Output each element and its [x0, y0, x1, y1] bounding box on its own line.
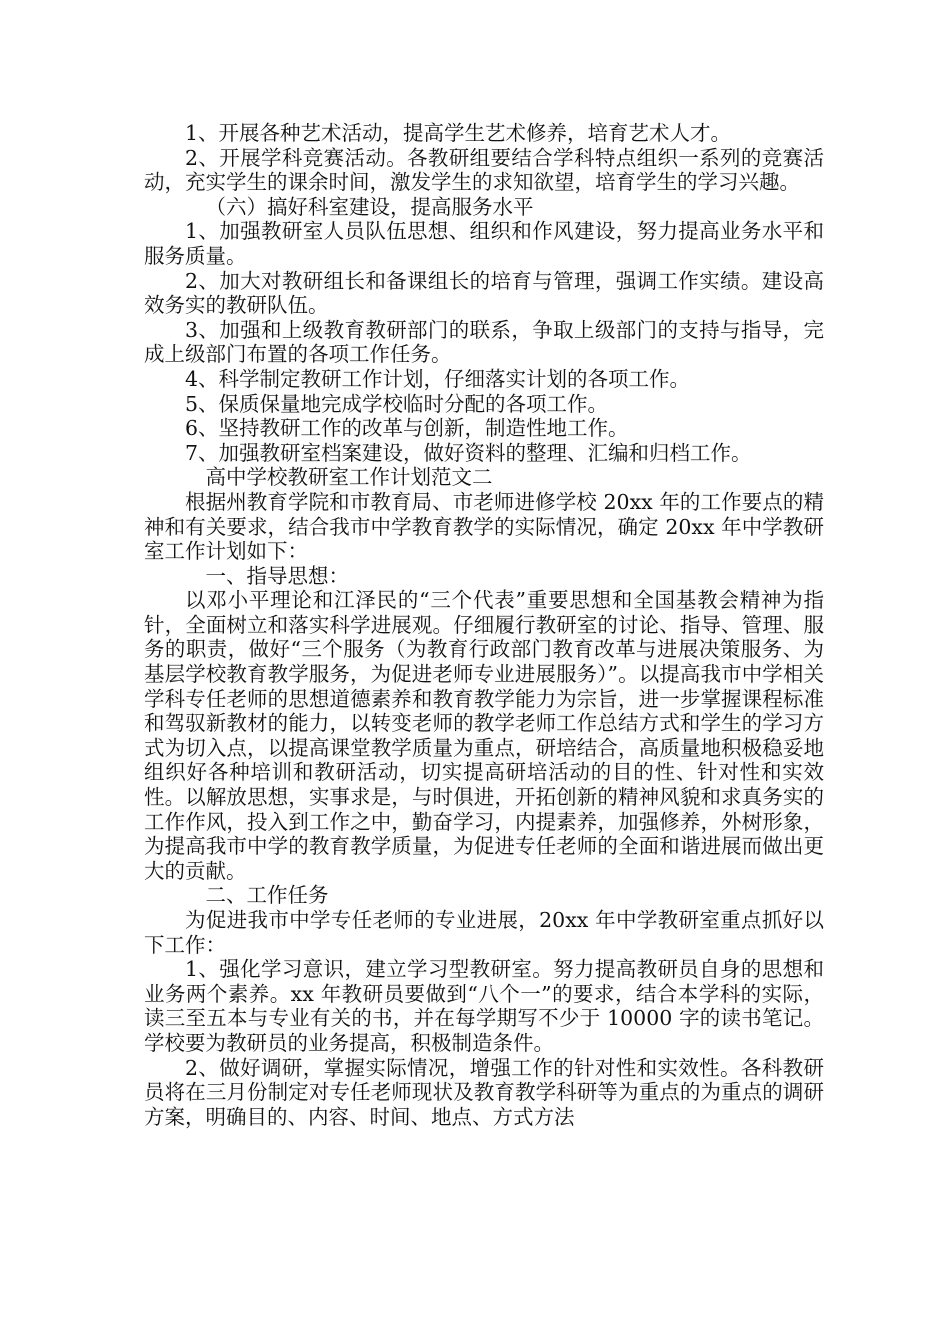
- paragraph-archives: 7、加强教研室档案建设，做好资料的整理、汇编和归档工作。: [185, 440, 752, 465]
- paragraph-liaison: 3、加强和上级教育教研部门的联系，争取上级部门的支持与指导，完成上级部门布置的各项工作任务。: [144, 317, 824, 367]
- document-page: [144, 121, 824, 1129]
- paragraph-group-leader-training: 2、加大对教研组长和备课组长的培育与管理，强调工作实绩。建设高效务实的教研队伍。: [144, 268, 824, 318]
- section-heading-guiding-thought: 一、指导思想：: [205, 563, 349, 588]
- paragraph-research: 2、做好调研，掌握实际情况，增强工作的针对性和实效性。各科教研员将在三月份制定对专任老师现状及教育教学科研等为重点的为重点的调研方案，明确目的、内容、时间、地点、方式方法: [144, 1055, 824, 1129]
- paragraph-work-tasks-intro: 为促进我市中学专任老师的专业进展，20xx 年中学教研室重点抓好以下工作：: [144, 908, 824, 957]
- paragraph-learning-awareness: 1、强化学习意识，建立学习型教研室。努力提高教研员自身的思想和业务两个素养。xx 年教研员要做到“八个一”的要求，结合本学科的实际，读三至五本与专业有关的书，并在每学期写不少于 10000 字的读书笔记。学校要为教研员的业务提高，积极制造条件。: [144, 957, 824, 1055]
- paragraph-art-activities: 1、开展各种艺术活动，提高学生艺术修养，培育艺术人才。: [185, 121, 732, 145]
- paragraph-subject-competitions: 2、开展学科竞赛活动。各教研组要结合学科特点组织一系列的竞赛活动，充实学生的课余时间，激发学生的求知欲望，培育学生的学习兴趣。: [144, 145, 824, 195]
- paragraph-staff-building: 1、加强教研室人员队伍思想、组织和作风建设，努力提高业务水平和服务质量。: [144, 219, 824, 268]
- paragraph-basis: 根据州教育学院和市教育局、市老师进修学校 20xx 年的工作要点的精神和有关要求，结合我市中学教育教学的实际情况，确定 20xx 年中学教研室工作计划如下：: [144, 489, 824, 564]
- sample-two-title: 高中学校教研室工作计划范文二: [205, 465, 493, 490]
- paragraph-reform-innovation: 6、坚持教研工作的改革与创新，制造性地工作。: [185, 416, 629, 441]
- section-heading-work-tasks: 二、工作任务: [205, 883, 329, 908]
- paragraph-work-plan: 4、科学制定教研工作计划，仔细落实计划的各项工作。: [185, 366, 691, 391]
- section-heading-office-construction: （六）搞好科室建设，提高服务水平: [205, 194, 534, 219]
- paragraph-guiding-thought: 以邓小平理论和江泽民的“三个代表”重要思想和全国基教会精神为指针，全面树立和落实科学进展观。仔细履行教研室的讨论、指导、管理、服务的职责，做好“三个服务（为教育行政部门教育改革与进展决策服务、为基层学校教育教学服务，为促进老师专业进展服务）”。以提高我市中学相关学科专任老师的思想道德素养和教育教学能力为宗旨，进一步掌握课程标准和驾驭新教材的能力，以转变老师的教学老师工作总结方式和学生的学习方式为切入点，以提高课堂教学质量为重点，研培结合，高质量地积极稳妥地组织好各种培训和教研活动，切实提高研培活动的目的性、针对性和实效性。以解放思想，实事求是，与时俱进，开拓创新的精神风貌和求真务实的工作作风，投入到工作之中，勤奋学习，内提素养，加强修养，外树形象，为提高我市中学的教育教学质量，为促进专任老师的全面和谐进展而做出更大的贡献。: [144, 588, 824, 883]
- paragraph-temporary-tasks: 5、保质保量地完成学校临时分配的各项工作。: [185, 391, 609, 416]
